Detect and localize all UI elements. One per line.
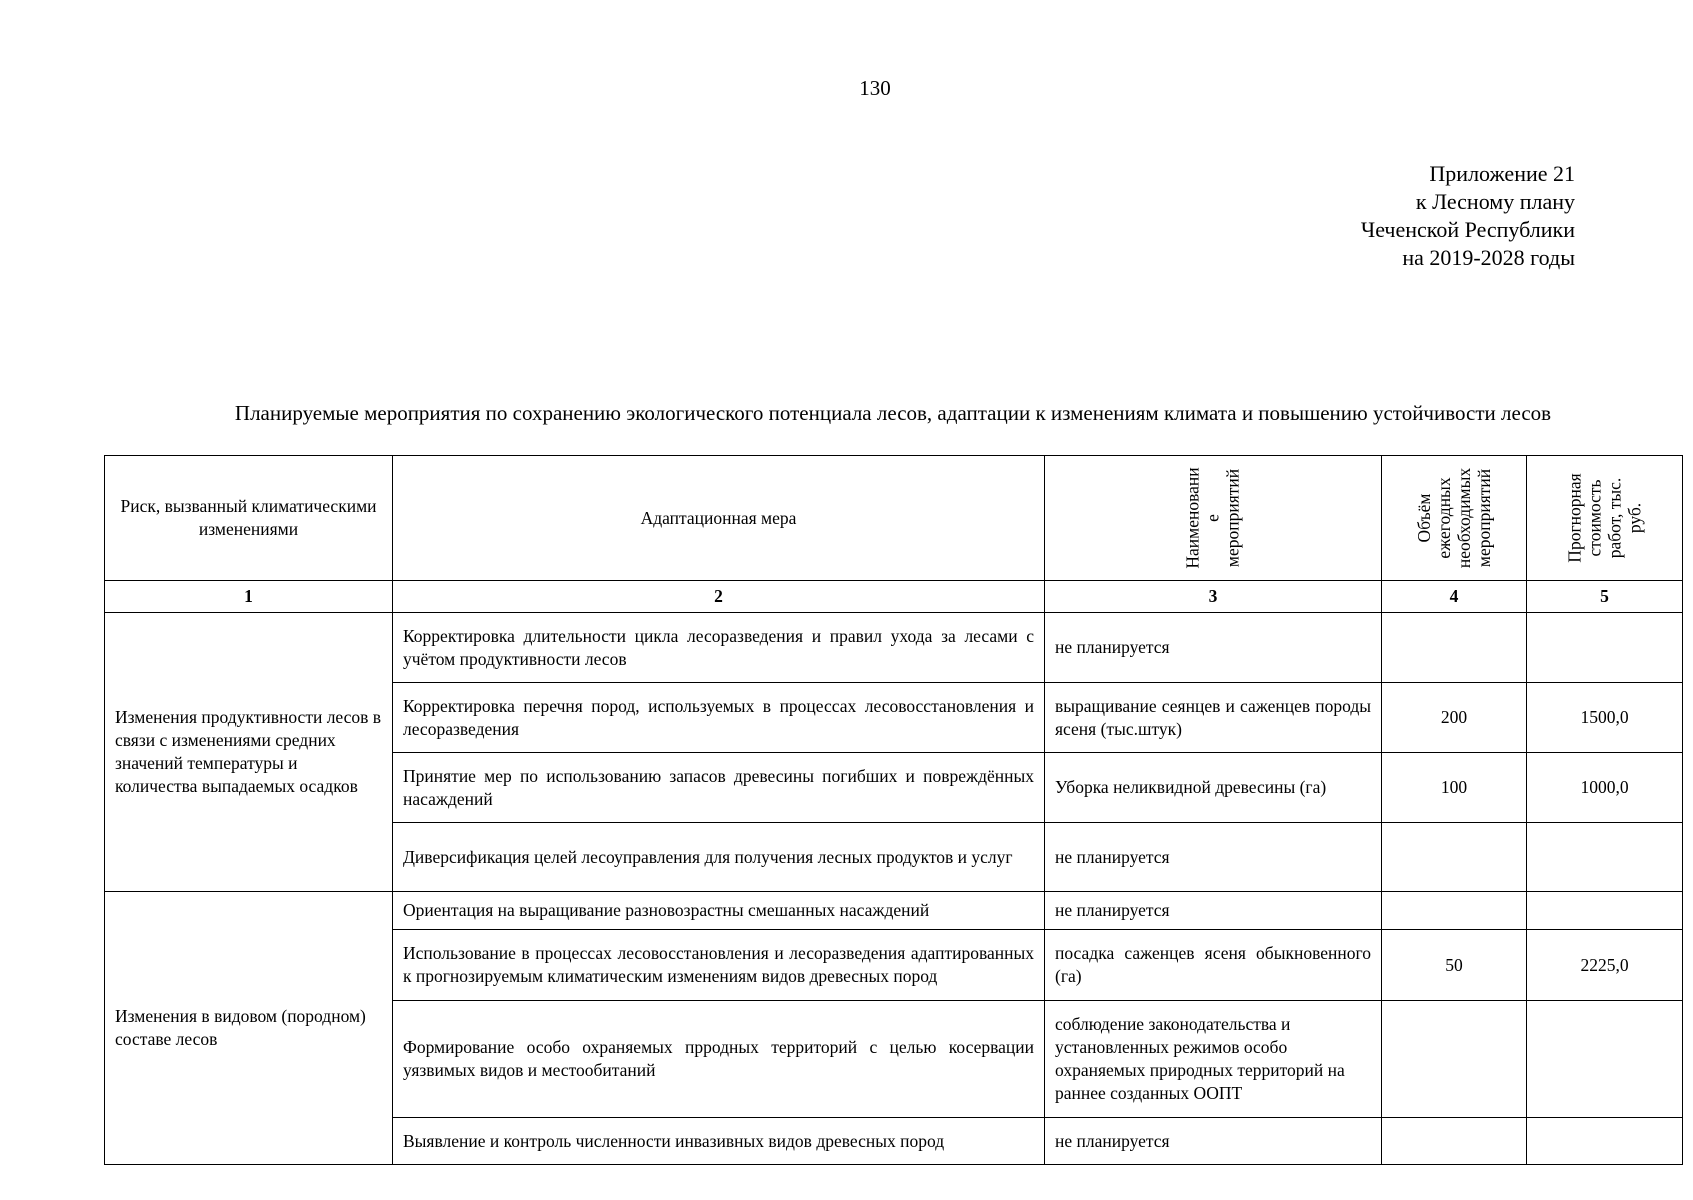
header-volume-text: Объём ежегодных необходимых мероприятий <box>1414 467 1494 569</box>
event-cell: Уборка неликвидной древесины (га) <box>1045 753 1382 823</box>
event-cell: выращивание сеянцев и саженцев породы ясеня (тыс.штук) <box>1045 683 1382 753</box>
measure-cell: Выявление и контроль численности инвазивных видов древесных пород <box>393 1118 1045 1165</box>
appendix-line: к Лесному плану <box>1415 189 1575 214</box>
volume-cell <box>1382 613 1527 683</box>
volume-cell <box>1382 823 1527 892</box>
cost-cell: 2225,0 <box>1527 930 1683 1001</box>
column-number-row <box>105 581 1683 613</box>
event-cell: не планируется <box>1045 613 1382 683</box>
header-risk: Риск, вызванный климатическими изменениями <box>105 456 393 581</box>
header-cost <box>1527 456 1683 581</box>
cost-cell: 1500,0 <box>1527 683 1683 753</box>
measure-cell: Диверсификация целей лесоуправления для получения лесных продуктов и услуг <box>393 823 1045 892</box>
volume-cell: 100 <box>1382 753 1527 823</box>
volume-cell: 50 <box>1382 930 1527 1001</box>
volume-cell <box>1382 1001 1527 1118</box>
table-row <box>105 613 1683 683</box>
header-cost-text: Прогнорная стоимость работ, тыс. руб. <box>1564 473 1645 563</box>
event-cell: не планируется <box>1045 1118 1382 1165</box>
measure-cell: Использование в процессах лесовосстановления и лесоразведения адаптированных к прогнозируемым климатическим изменениям видов древесных пород <box>393 930 1045 1001</box>
cost-cell <box>1527 892 1683 930</box>
volume-cell <box>1382 892 1527 930</box>
risk-cell: Изменения продуктивности лесов в связи с изменениями средних значений температуры и количества выпадаемых осадков <box>105 613 393 892</box>
appendix-line: Приложение 21 <box>1429 161 1575 186</box>
column-number: 4 <box>1382 581 1527 613</box>
cost-cell <box>1527 1118 1683 1165</box>
risk-cell: Изменения в видовом (породном) составе лесов <box>105 892 393 1165</box>
appendix-line: Чеченской Республики <box>1360 217 1575 242</box>
cost-cell: 1000,0 <box>1527 753 1683 823</box>
event-cell: не планируется <box>1045 892 1382 930</box>
cost-cell <box>1527 613 1683 683</box>
document-title: Планируемые мероприятия по сохранению экологического потенциала лесов, адаптации к изменениям климата и повышению устойчивости лесов <box>234 401 1552 425</box>
appendix-note <box>1361 160 1575 272</box>
cost-cell <box>1527 823 1683 892</box>
page-number: 130 <box>859 76 891 100</box>
event-cell: посадка саженцев ясеня обыкновенного (га) <box>1045 930 1382 1001</box>
table-header-row <box>105 456 1683 581</box>
column-number: 2 <box>393 581 1045 613</box>
cost-cell <box>1527 1001 1683 1118</box>
header-event-name-text: Наименовани е мероприятий <box>1182 467 1243 569</box>
volume-cell: 200 <box>1382 683 1527 753</box>
column-number: 5 <box>1527 581 1683 613</box>
measures-table <box>104 455 1683 1165</box>
measure-cell: Формирование особо охраняемых прродных территорий с целью косервации уязвимых видов и местообитаний <box>393 1001 1045 1118</box>
event-cell: не планируется <box>1045 823 1382 892</box>
measure-cell: Принятие мер по использованию запасов древесины погибших и повреждённых насаждений <box>393 753 1045 823</box>
header-volume <box>1382 456 1527 581</box>
header-measure: Адаптационная мера <box>393 456 1045 581</box>
column-number: 1 <box>105 581 393 613</box>
measure-cell: Корректировка перечня пород, используемых в процессах лесовосстановления и лесоразведения <box>393 683 1045 753</box>
header-event-name <box>1045 456 1382 581</box>
table-row <box>105 892 1683 930</box>
column-number: 3 <box>1045 581 1382 613</box>
measure-cell: Ориентация на выращивание разновозрастны смешанных насаждений <box>393 892 1045 930</box>
appendix-line: на 2019-2028 годы <box>1402 245 1575 270</box>
measure-cell: Корректировка длительности цикла лесоразведения и правил ухода за лесами с учётом продуктивности лесов <box>393 613 1045 683</box>
event-cell: соблюдение законодательства и установленных режимов особо охраняемых природных территорий на раннее созданных ООПТ <box>1045 1001 1382 1118</box>
volume-cell <box>1382 1118 1527 1165</box>
